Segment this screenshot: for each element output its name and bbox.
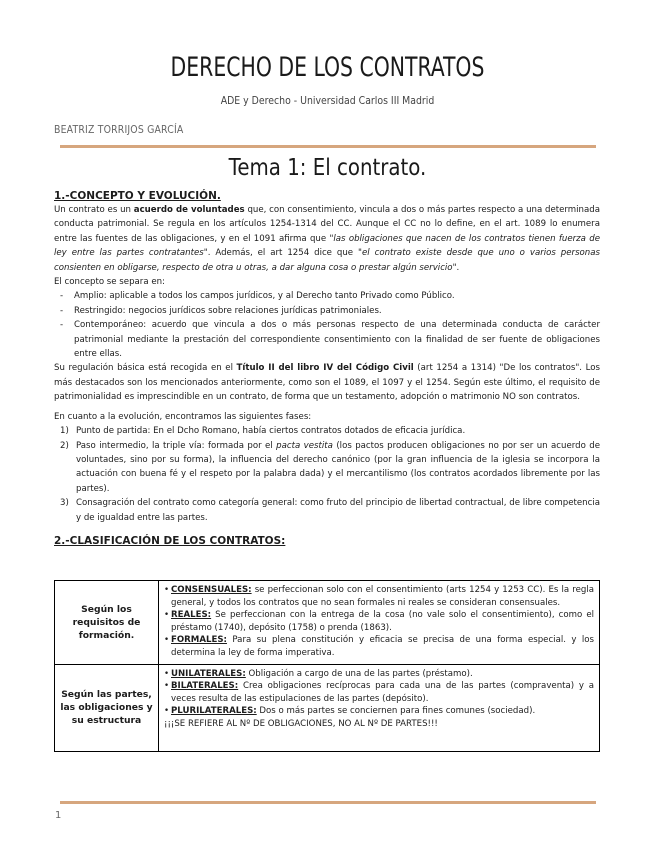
row-label: Según las partes, las obligaciones y su estructura [55, 664, 159, 751]
table-row [55, 581, 600, 665]
section-heading: 2.-CLASIFICACIÓN DE LOS CONTRATOS: [54, 534, 286, 547]
list-item: - Restringido: negocios jurídicos sobre relaciones jurídicas patrimoniales. [60, 305, 382, 316]
list-item: • BILATERALES: Crea obligaciones recíprocas para cada una de las partes (compraventa) y a veces resulta de las estipulaciones de las partes (depósito). [164, 681, 594, 704]
document-title: DERECHO DE LOS CONTRATOS [170, 52, 485, 83]
document-subtitle: ADE y Derecho - Universidad Carlos III Madrid [220, 94, 435, 107]
author-name: BEATRIZ TORRIJOS GARCÍA [54, 123, 184, 136]
list-item: • CONSENSUALES: se perfeccionan solo con el consentimiento (arts 1254 y 1253 CC). Es la regla general, y todos los contratos que no sean formales ni reales se consideran consensuales. [164, 585, 594, 608]
table-note: ¡¡¡SE REFIERE AL Nº DE OBLIGACIONES, NO AL Nº DE PARTES!!! [164, 718, 438, 729]
page-number: 1 [55, 810, 62, 821]
row-content [159, 664, 600, 751]
list-item: • REALES: Se perfeccionan con la entrega de la cosa (no vale solo el consentimiento), como el préstamo (1740), depósito (1758) o prenda (1863). [164, 610, 594, 633]
evolution-phases-list [54, 424, 600, 525]
list-item: 2) Paso intermedio, la triple vía: formada por el pacta vestita (los pactos producen obligaciones no por ser un acuerdo de voluntades, sino por su forma), la influencia del derecho canónico (por la gran influencia de la iglesia se incorpora la actuación con buena fé y el respeto por la palabra dada) y el mercantilismo (los contratos acordados libremente por las partes). [60, 440, 601, 494]
table-row [55, 664, 600, 751]
footer-divider [60, 801, 596, 804]
list-item: • UNILATERALES: Obligación a cargo de una de las partes (préstamo). [164, 668, 473, 679]
separa-paragraph: El concepto se separa en: [54, 277, 165, 288]
chapter-title: Tema 1: El contrato. [228, 155, 427, 181]
list-item: 3) Consagración del contrato como categoría general: como fruto del principio de libertad contractual, de libre competencia y de igualdad entre las partes. [60, 498, 600, 523]
intro-paragraph: Un contrato es un acuerdo de voluntades que, con consentimiento, vincula a dos o más partes respecto a una determinada conducta patrimonial. Se regula en los artículos 1254-1314 del CC. Aunque el CC no lo define, en el art. 1089 lo enumera entre las fuentes de las obligaciones, y en el 1091 afirma que "las obligaciones que nacen de los contratos tienen fuerza de ley entre las partes contratantes". Además, el art 1254 dice que "el contrato existe desde que uno o varios personas consienten en obligarse, respecto de otra u otras, a dar alguna cosa o prestar algún servicio". [54, 205, 600, 273]
list-item: - Amplio: aplicable a todos los campos jurídicos, y al Derecho tanto Privado como Público. [60, 291, 455, 302]
row-content [159, 581, 600, 665]
list-item: 1) Punto de partida: En el Dcho Romano, había ciertos contratos dotados de eficacia jurídica. [60, 426, 466, 437]
concept-senses-list [54, 289, 600, 361]
section-concepto [54, 189, 600, 548]
section-heading: 1.-CONCEPTO Y EVOLUCIÓN. [54, 190, 221, 202]
row-label: Según los requisitos de formación. [55, 581, 159, 665]
list-item: - Contemporáneo: acuerdo que vincula a dos o más personas respecto de una determinada conducta de carácter patrimonial mediante la prestación del correspondiente consentimiento con la finalidad de ser fuente de obligaciones entre ellas. [60, 320, 600, 360]
evolution-paragraph: En cuanto a la evolución, encontramos las siguientes fases: [54, 411, 312, 422]
list-item: • FORMALES: Para su plena constitución y eficacia se precisa de una forma especial. y los determina la ley de forma imperativa. [164, 635, 594, 658]
list-item: • PLURILATERALES: Dos o más partes se conciernen para fines comunes (sociedad). [164, 706, 536, 717]
regulation-paragraph: Su regulación básica está recogida en el Título II del libro IV del Código Civil (art 1254 a 1314) "De los contratos". Los más destacados son los mencionados anteriormente, como son el 1089, el 1097 y el 1254. Según este último, el requisito de patrimonialidad es imprescindible en un contrato, de forma que un testamento, adopción o matrimonio NO son contratos. [54, 363, 600, 403]
classification-table [54, 580, 600, 752]
header-divider [60, 145, 596, 148]
